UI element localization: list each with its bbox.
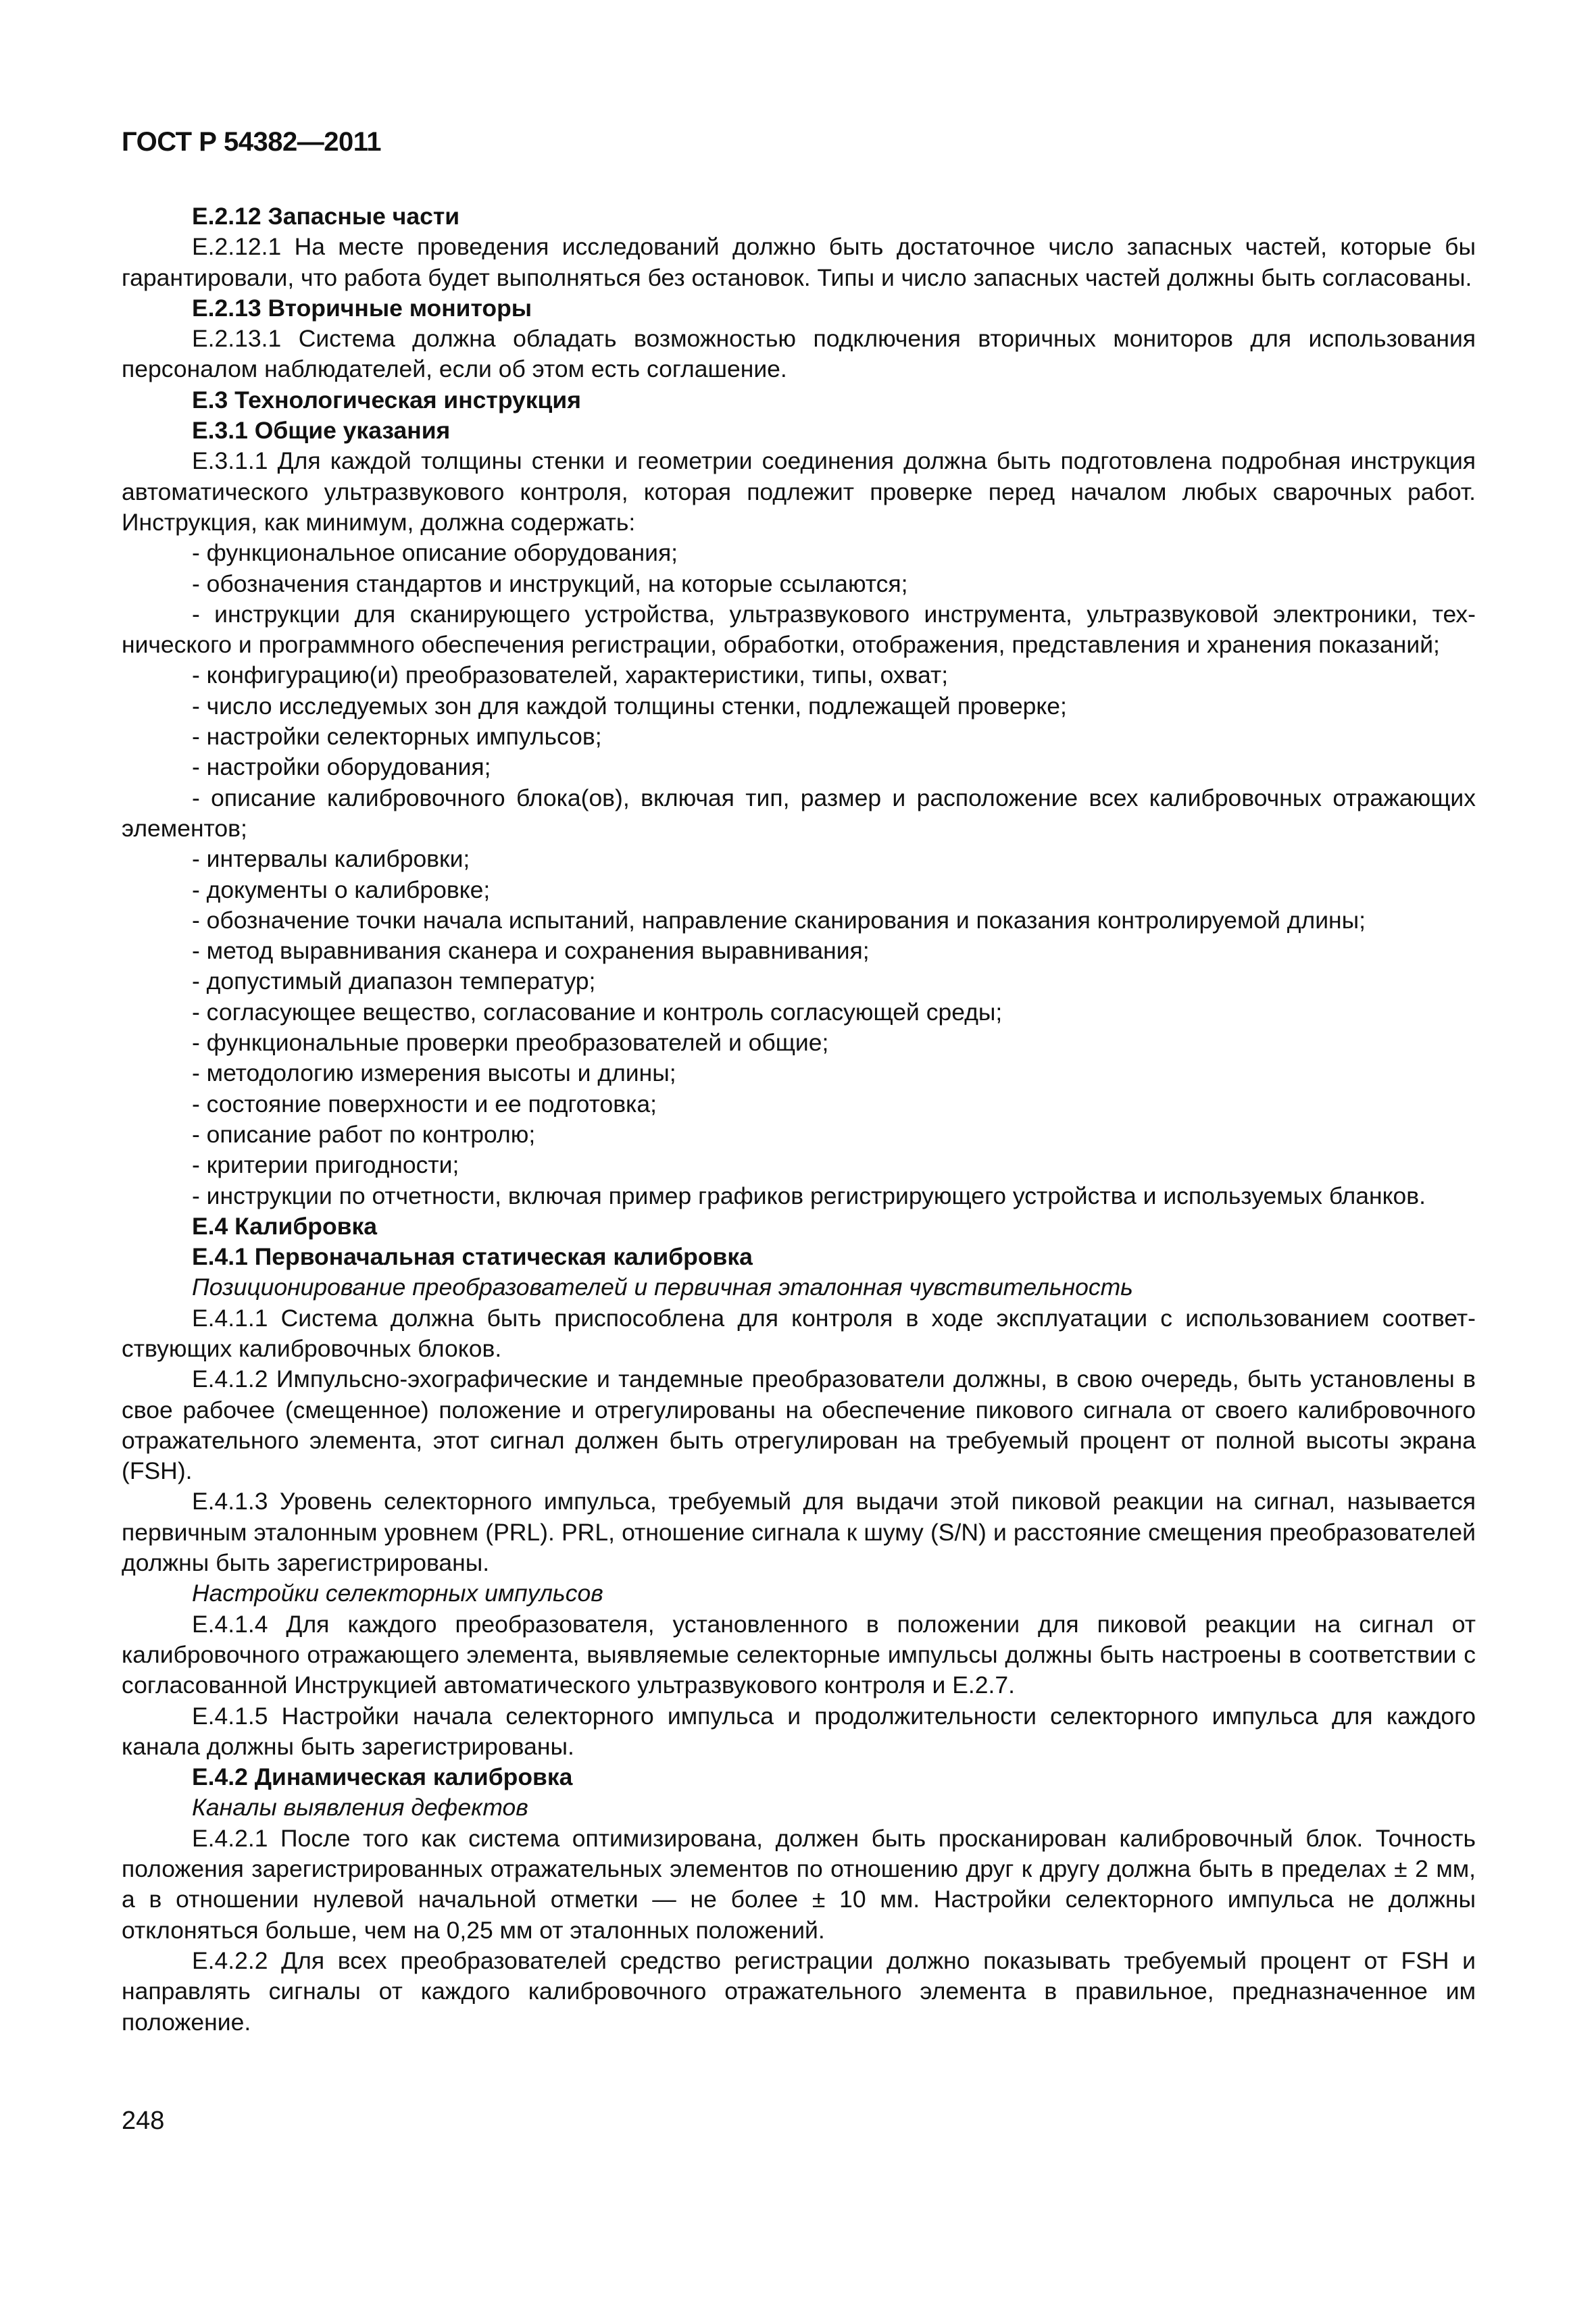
paragraph: Е.4.2.2 Для всех преобразователей средство регистрации должно показывать требуемый процент от FSH и направлять сигналы от каждого калибровочного отражательного элемента в правильное, предназначенное им положение. — [122, 1946, 1476, 2036]
subsection-title: Позиционирование преобразователей и первичная эталонная чувствительность — [192, 1274, 1133, 1301]
paragraph: Е.4.1.5 Настройки начала селекторного импульса и продолжительности селекторного импульса для каждого канала должны быть зарегистрированы. — [122, 1702, 1476, 1760]
section-heading: Е.4.1 Первоначальная статическая калибровка — [192, 1243, 753, 1271]
list-item: - настройки селекторных импульсов; — [192, 723, 602, 751]
list-item: - инструкции для сканирующего устройства, ультразвукового инструмента, ультразвуковой электроники, технического и программного обеспечения регистрации, обработки, отображения, представления и хранения показаний; — [122, 600, 1476, 659]
section-heading: Е.3 Технологическая инструкция — [192, 386, 581, 413]
list-item: - методологию измерения высоты и длины; — [192, 1059, 676, 1087]
paragraph: Е.3.1.1 Для каждой толщины стенки и геометрии соединения должна быть подготовлена подробная инструкция автоматического ультразвукового контроля, которая подлежит проверке перед началом любых сварочных работ. Инструкция, как минимум, должна содержать: — [122, 447, 1476, 536]
list-item: - инструкции по отчетности, включая пример графиков регистрирующего устройства и используемых бланков. — [192, 1182, 1426, 1209]
paragraph: Е.4.1.4 Для каждого преобразователя, установленного в положении для пиковой реакции на сигнал от калибровочного отражающего элемента, выявляемые селекторные импульсы должны быть настроены в соответствии с согласованной Инструкцией автоматического ультразвукового контроля и Е.2.7. — [122, 1610, 1476, 1699]
section-heading: Е.4 Калибровка — [192, 1212, 377, 1240]
paragraph: Е.4.1.3 Уровень селекторного импульса, требуемый для выдачи этой пиковой реакции на сигнал, называется первичным эталонным уровнем (PRL). PRL, отношение сигнала к шуму (S/N) и расстояние смещения преобразователей должны быть зарегистрированы. — [122, 1488, 1476, 1577]
document-header: ГОСТ Р 54382—2011 — [122, 127, 381, 157]
list-item: - метод выравнивания сканера и сохранения выравнивания; — [192, 937, 870, 965]
subsection-title: Настройки селекторных импульсов — [192, 1580, 603, 1607]
list-item: - число исследуемых зон для каждой толщины стенки, подлежащей проверке; — [192, 692, 1067, 720]
list-item: - настройки оборудования; — [192, 753, 491, 781]
section-heading: Е.3.1 Общие указания — [192, 417, 451, 445]
section-heading: Е.4.2 Динамическая калибровка — [192, 1763, 573, 1791]
list-item: - обозначение точки начала испытаний, направление сканирования и показания контролируемой длины; — [192, 906, 1366, 934]
page-number: 248 — [122, 2107, 165, 2135]
paragraph: Е.2.13.1 Система должна обладать возможностью подключения вторичных мониторов для использования персоналом наблюдателей, если об этом есть соглашение. — [122, 325, 1476, 383]
paragraph: Е.4.1.1 Система должна быть приспособлена для контроля в ходе эксплуатации с использованием соответствующих калибровочных блоков. — [122, 1304, 1476, 1362]
paragraph: Е.4.1.2 Импульсно-эхографические и тандемные преобразователи должны, в свою очередь, быть установлены в свое рабочее (смещенное) положение и отрегулированы на обеспечение пикового сигнала от своего калибровочного отражательного элемента, этот сигнал должен быть отрегулирован на требуемый процент от полной высоты экрана (FSH). — [122, 1365, 1476, 1485]
section-heading: Е.2.13 Вторичные мониторы — [192, 294, 532, 322]
list-item: - описание работ по контролю; — [192, 1120, 536, 1148]
list-item: - документы о калибровке; — [192, 876, 491, 903]
paragraph: Е.2.12.1 На месте проведения исследований должно быть достаточное число запасных частей, которые бы гарантировали, что работа будет выполняться без остановок. Типы и число запасных частей должны быть согласованы. — [122, 233, 1476, 291]
list-item: - функциональные проверки преобразователей и общие; — [192, 1029, 829, 1057]
list-item: - конфигурацию(и) преобразователей, характеристики, типы, охват; — [192, 661, 949, 689]
paragraph: Е.4.2.1 После того как система оптимизирована, должен быть просканирован калибровочный блок. Точность положения зарегистрированных отражательных элементов по отношению друг к другу должна быть в пределах ± 2 мм, а в отношении нулевой начальной отметки — не более ± 10 мм. Настройки селекторного импульса не должны отклоняться больше, чем на 0,25 мм от эталонных положений. — [122, 1824, 1476, 1944]
list-item: - критерии пригодности; — [192, 1151, 459, 1179]
list-item: - функциональное описание оборудования; — [192, 539, 678, 567]
list-item: - состояние поверхности и ее подготовка; — [192, 1090, 657, 1117]
subsection-title: Каналы выявления дефектов — [192, 1794, 528, 1821]
list-item: - допустимый диапазон температур; — [192, 967, 596, 995]
list-item: - интервалы калибровки; — [192, 845, 470, 873]
list-item: - описание калибровочного блока(ов), включая тип, размер и расположение всех калибровочных отражающих элементов; — [122, 784, 1476, 842]
document-body — [122, 201, 1476, 2038]
list-item: - обозначения стандартов и инструкций, на которые ссылаются; — [192, 570, 908, 597]
list-item: - согласующее вещество, согласование и контроль согласующей среды; — [192, 998, 1003, 1026]
section-heading: Е.2.12 Запасные части — [192, 203, 460, 230]
